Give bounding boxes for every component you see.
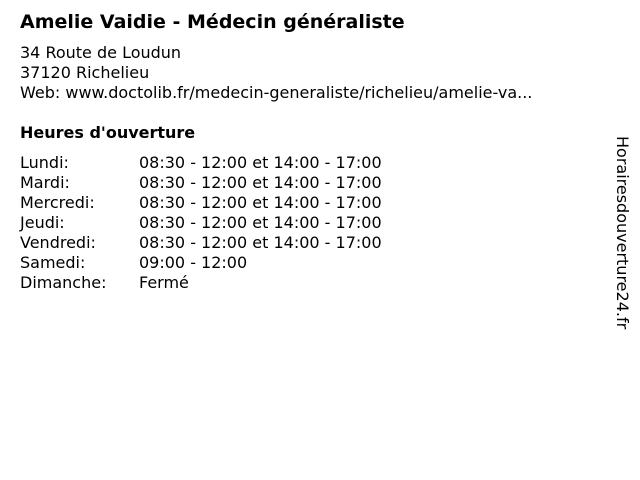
hours-row-samedi [20, 253, 382, 273]
site-watermark: Horairesdouverture24.fr [613, 136, 632, 330]
hours-row-vendredi [20, 233, 382, 253]
hours-heading: Heures d'ouverture [20, 123, 196, 142]
time-value: 08:30 - 12:00 et 14:00 - 17:00 [139, 153, 382, 172]
day-label: Dimanche: [20, 273, 107, 292]
address-street: 34 Route de Loudun [20, 43, 182, 62]
hours-row-jeudi [20, 213, 382, 233]
day-label: Mardi: [20, 173, 70, 192]
address-block [20, 43, 532, 103]
page-title: Amelie Vaidie - Médecin généraliste [20, 11, 405, 33]
time-value: 08:30 - 12:00 et 14:00 - 17:00 [139, 193, 382, 212]
hours-table [20, 153, 382, 293]
hours-row-lundi [20, 153, 382, 173]
hours-row-mardi [20, 173, 382, 193]
time-value: 08:30 - 12:00 et 14:00 - 17:00 [139, 173, 382, 192]
address-city: 37120 Richelieu [20, 63, 150, 82]
time-value: 09:00 - 12:00 [139, 253, 248, 272]
time-value: 08:30 - 12:00 et 14:00 - 17:00 [139, 233, 382, 252]
day-label: Lundi: [20, 153, 69, 172]
day-label: Samedi: [20, 253, 86, 272]
hours-row-dimanche [20, 273, 382, 293]
day-label: Vendredi: [20, 233, 96, 252]
hours-row-mercredi [20, 193, 382, 213]
day-label: Mercredi: [20, 193, 95, 212]
website-link[interactable]: Web: www.doctolib.fr/medecin-generaliste/richelieu/amelie-va... [20, 83, 533, 102]
time-value: Fermé [139, 273, 189, 292]
day-label: Jeudi: [20, 213, 65, 232]
time-value: 08:30 - 12:00 et 14:00 - 17:00 [139, 213, 382, 232]
